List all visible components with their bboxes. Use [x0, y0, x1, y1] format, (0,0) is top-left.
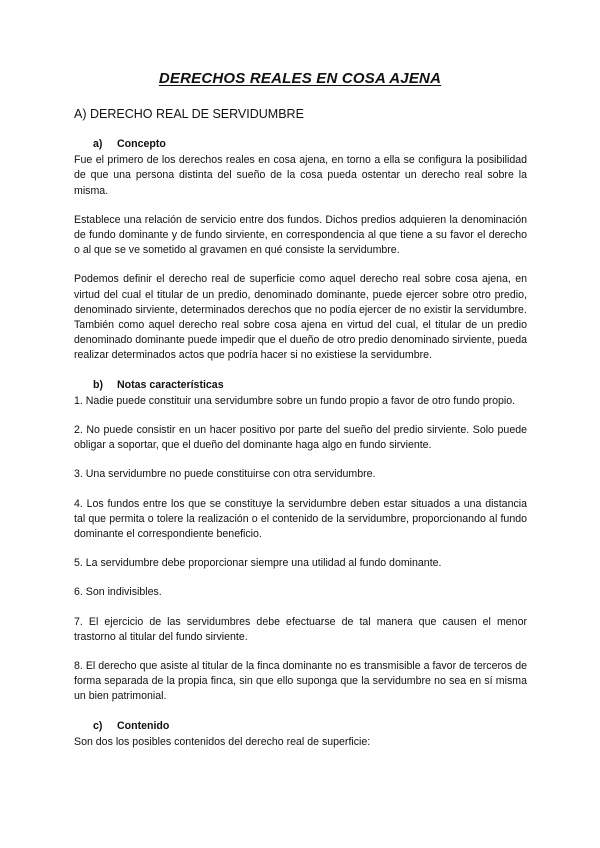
list-item: 8. El derecho que asiste al titular de la finca dominante no es transmisible a favor de terceros de forma separada de la propia finca, sin que ello suponga que la servidumbre no sea en sí misma un bien patrimonial. — [74, 660, 527, 703]
list-item: 2. No puede consistir en un hacer positivo por parte del sueño del predio sirviente. Solo puede obligar a soportar, que el dueño del dominante haga algo en fundo sirviente. — [74, 424, 527, 452]
subheading-concepto — [93, 137, 527, 152]
list-item: 3. Una servidumbre no puede constituirse con otra servidumbre. — [74, 468, 376, 481]
subheading-contenido — [93, 719, 527, 734]
list-item: 1. Nadie puede constituir una servidumbre sobre un fundo propio a favor de otro fundo propio. — [74, 394, 516, 407]
paragraph: Fue el primero de los derechos reales en cosa ajena, en torno a ella se configura la posibilidad de que una persona distinta del sueño de la cosa pueda ostentar un derecho real sobre la misma. — [74, 154, 527, 197]
section-heading: A) DERECHO REAL DE SERVIDUMBRE — [74, 107, 304, 121]
document-title: DERECHOS REALES EN COSA AJENA — [158, 70, 442, 87]
subheading-notas — [93, 378, 527, 393]
list-item: 6. Son indivisibles. — [74, 586, 162, 599]
paragraph: Podemos definir el derecho real de superficie como aquel derecho real sobre cosa ajena, en virtud del cual el titular de un predio, denominado dominante, puede ejercer sobre otro predio, denominado sirviente, determinados derechos que no podía ejercer de no existir la servidumbre. — [74, 273, 527, 316]
list-item: 5. La servidumbre debe proporcionar siempre una utilidad al fundo dominante. — [74, 557, 442, 570]
subheading-letter: b) — [93, 378, 103, 391]
list-item: 7. El ejercicio de las servidumbres debe efectuarse de tal manera que causen el menor trastorno al titular del fundo sirviente. — [74, 615, 527, 643]
subheading-text: Concepto — [117, 138, 166, 150]
subheading-text: Notas características — [117, 378, 224, 391]
subheading-letter: a) — [93, 138, 103, 150]
document-body — [74, 137, 527, 764]
subheading-text: Contenido — [117, 719, 170, 732]
subheading-letter: c) — [93, 719, 103, 732]
list-item: 4. Los fundos entre los que se constituye la servidumbre deben estar situados a una distancia tal que permita o tolere la realización o el contenido de la servidumbre, proporcionando al fundo dominante el correspondiente beneficio. — [74, 497, 527, 541]
paragraph: Establece una relación de servicio entre dos fundos. Dichos predios adquieren la denominación de fundo dominante y de fundo sirviente, en correspondencia al que tiene a su favor el derecho o al que se ve sometido al gravamen en qué consiste la servidumbre. — [74, 213, 527, 257]
paragraph: Son dos los posibles contenidos del derecho real de superficie: — [74, 735, 371, 748]
paragraph: También como aquel derecho real sobre cosa ajena en virtud del cual, el titular de un predio denominado dominante puede impedir que el dueño de otro predio denominado sirviente, pueda realizar determinados actos que podría hacer si no existiese la servidumbre. — [74, 319, 527, 362]
